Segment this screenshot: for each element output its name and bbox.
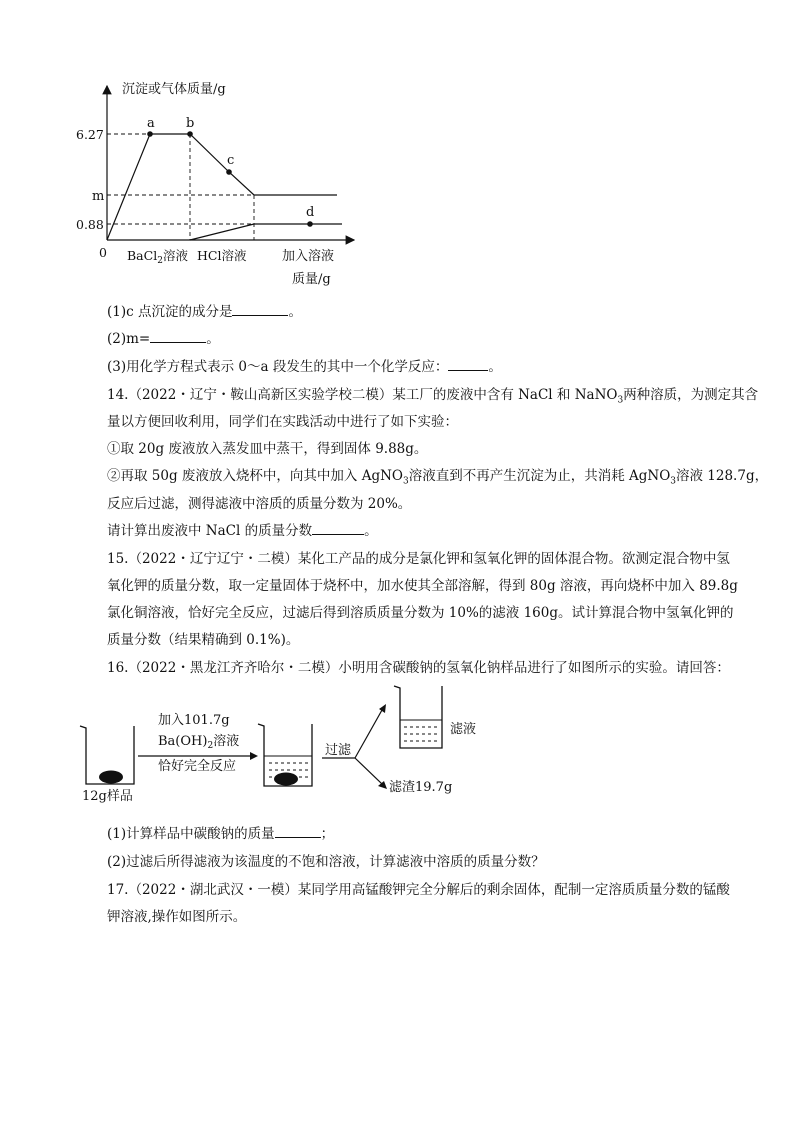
q16-experiment-diagram <box>70 684 490 809</box>
label-c: c <box>227 153 235 168</box>
point-c <box>226 169 232 175</box>
sample-beaker <box>80 726 134 784</box>
filtrate-label: 滤液 <box>450 722 477 737</box>
label-a: a <box>147 116 155 131</box>
x-axis-title-2: 质量/g <box>292 272 331 287</box>
q17-line2: 钾溶液,操作如图所示。 <box>107 909 247 925</box>
q15-line4: 质量分数（结果精确到 0.1%)。 <box>107 632 300 648</box>
q14-head: 14.（2022・辽宁・鞍山高新区实验学校二模）某工厂的废液中含有 NaCl 和 NaNO$_3$两种溶质，为测定其含 <box>107 387 759 406</box>
q15-line1: 15.（2022・辽宁辽宁・二模）某化工产品的成分是氯化钾和氢氧化钾的固体混合物。欲测定混合物中氢 <box>107 551 730 567</box>
label-b: b <box>186 116 195 131</box>
filtrate-arrow <box>355 710 382 758</box>
q15-line3: 氯化铜溶液，恰好完全反应，过滤后得到溶质质量分数为 10%的滤液 160g。试计算混合物中氢氧化钾的 <box>107 605 734 621</box>
answer-blank[interactable] <box>312 521 364 536</box>
answer-blank[interactable] <box>232 302 288 317</box>
q16-part1: (1)计算样品中碳酸钠的质量 ； <box>107 822 334 842</box>
point-a <box>147 131 153 137</box>
q13-part1: (1)c 点沉淀的成分是 。 <box>107 300 302 320</box>
filter-label: 过滤 <box>325 743 352 758</box>
x-label-bacl2: BaCl$_2$溶液 <box>127 248 188 266</box>
precipitate-gas-graph <box>70 72 370 294</box>
sample-solid <box>99 771 123 784</box>
q15-line2: 氧化钾的质量分数，取一定量固体于烧杯中，加水使其全部溶解，得到 80g 溶液，再向烧杯中加入 89.8g <box>107 578 738 594</box>
x-axis-title-1: 加入溶液 <box>282 249 335 264</box>
q14-step2-line2: 反应后过滤，测得滤液中溶质的质量分数为 20%。 <box>107 496 412 512</box>
y-tick-088: 0.88 <box>76 217 104 232</box>
q13-part3: (3)用化学方程式表示 0～a 段发生的其中一个化学反应： 。 <box>107 355 502 375</box>
reaction-condition: 恰好完全反应 <box>158 759 237 774</box>
q16-line1: 16.（2022・黑龙江齐齐哈尔・二模）小明用含碳酸钠的氢氧化钠样品进行了如图所示的实验。请回答： <box>107 660 730 676</box>
filtrate-beaker <box>394 686 442 748</box>
origin-label: 0 <box>99 245 107 260</box>
y-axis-title: 沉淀或气体质量/g <box>122 82 226 97</box>
q14-step1: ①取 20g 废液放入蒸发皿中蒸干，得到固体 9.88g。 <box>107 441 428 457</box>
answer-blank[interactable] <box>448 357 488 372</box>
y-tick-627: 6.27 <box>76 127 104 142</box>
reagent-name: $Ba(OH)_2$溶液 <box>158 734 240 751</box>
q14-line2: 量以方便回收利用，同学们在实践活动中进行了如下实验： <box>107 414 458 430</box>
label-d: d <box>306 205 315 220</box>
q17-line1: 17.（2022・湖北武汉・一模）某同学用高锰酸钾完全分解后的剩余固体，配制一定溶质质量分数的锰酸 <box>107 882 730 898</box>
q13-part2: (2)m= 。 <box>107 327 220 347</box>
point-d <box>307 221 313 227</box>
q16-part2: (2)过滤后所得滤液为该温度的不饱和溶液，计算滤液中溶质的质量分数？ <box>107 854 545 870</box>
residue-arrow <box>355 758 382 784</box>
y-tick-m: m <box>92 189 105 204</box>
precipitate-solid <box>274 773 298 786</box>
reagent-amount: 加入101.7g <box>158 713 230 728</box>
answer-blank[interactable] <box>150 329 206 344</box>
residue-label: 滤渣19.7g <box>389 780 453 795</box>
point-b <box>187 131 193 137</box>
mixture-beaker <box>258 724 312 786</box>
gas-curve <box>190 224 342 240</box>
x-label-hcl: HCl溶液 <box>197 248 247 263</box>
sample-label: 12g样品 <box>82 789 133 804</box>
q14-step2: ②再取 50g 废液放入烧杯中，向其中加入 AgNO$_3$溶液直到不再产生沉淀为止，共消耗 AgNO$_3$溶液 128.7g， <box>107 468 769 487</box>
q14-ask: 请计算出废液中 NaCl 的质量分数 。 <box>107 519 378 539</box>
answer-blank[interactable] <box>275 824 321 839</box>
